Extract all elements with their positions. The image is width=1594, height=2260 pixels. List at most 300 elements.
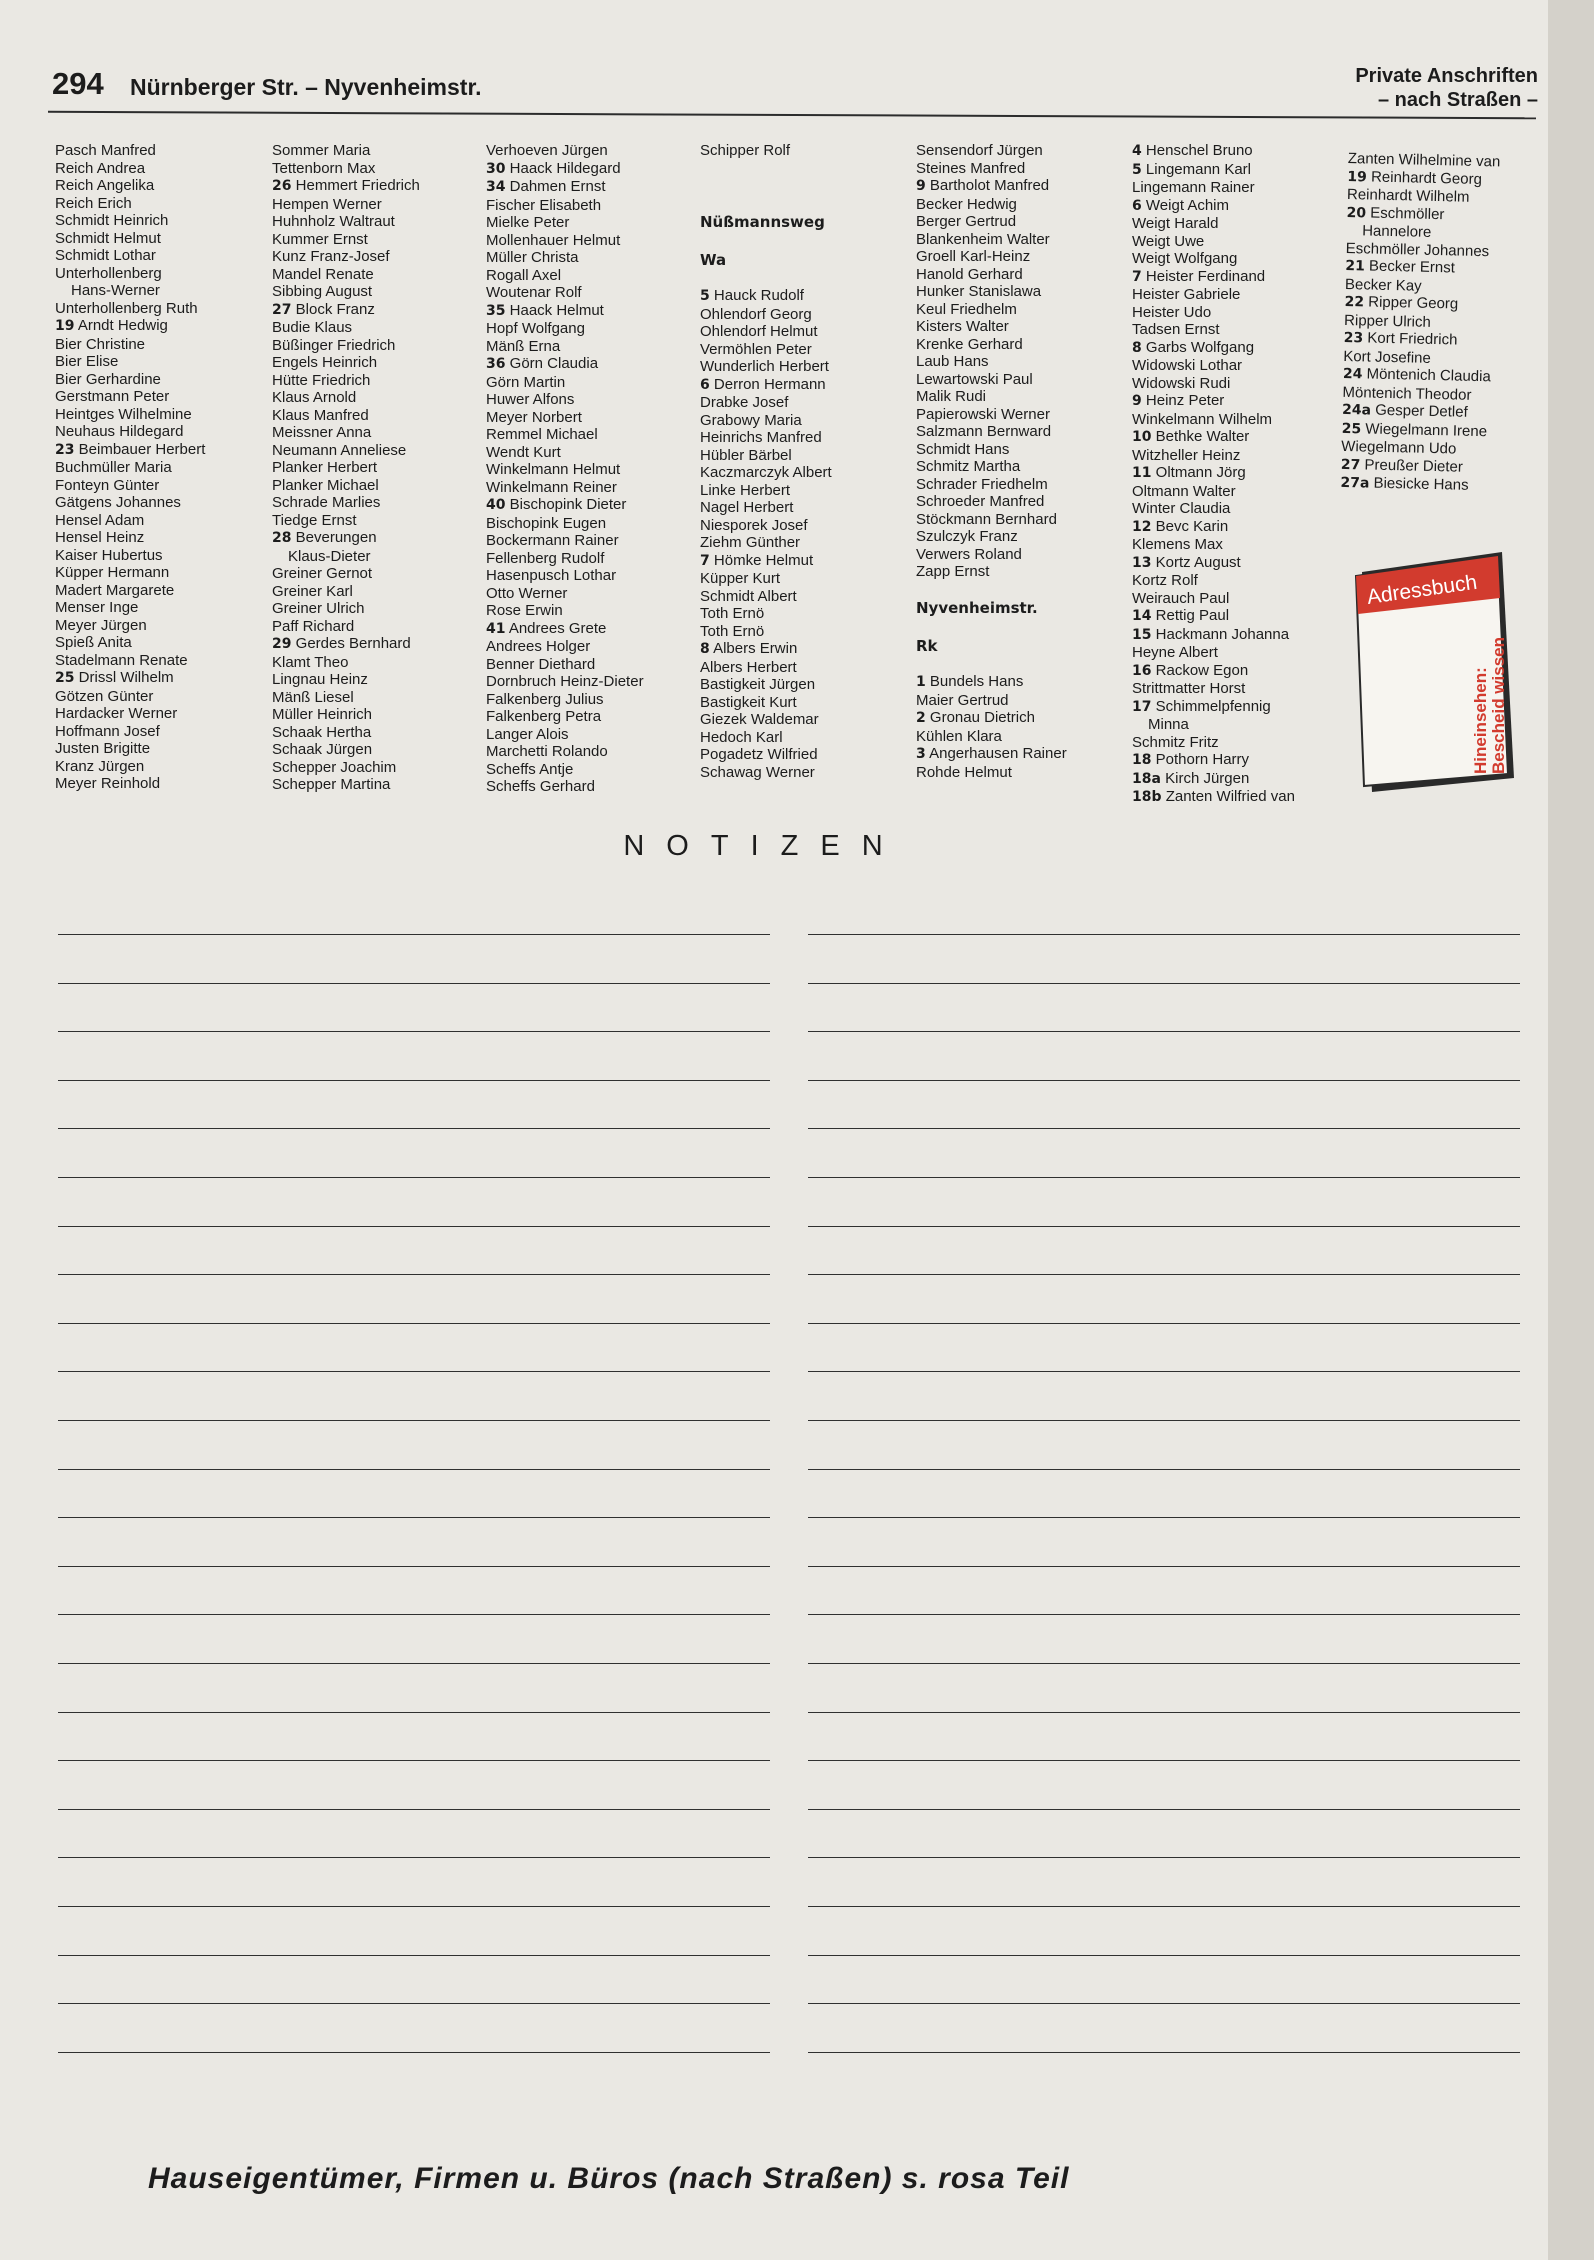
resident-entry xyxy=(486,142,698,160)
resident-entry xyxy=(486,743,698,761)
resident-name: Wunderlich Herbert xyxy=(700,358,829,375)
header-rule xyxy=(48,111,1536,119)
resident-name: Bastigkeit Kurt xyxy=(700,693,797,711)
resident-entry xyxy=(700,323,912,341)
resident-entry xyxy=(55,477,267,495)
resident-entry xyxy=(1132,590,1344,608)
resident-entry xyxy=(486,426,698,444)
resident-name: Tettenborn Max xyxy=(272,159,376,177)
resident-entry xyxy=(916,177,1128,196)
resident-name: Grabowy Maria xyxy=(700,411,802,429)
note-line xyxy=(58,2003,770,2004)
resident-entry xyxy=(700,746,912,764)
resident-entry xyxy=(272,196,484,214)
resident-name: Weirauch Paul xyxy=(1132,589,1230,607)
resident-entry xyxy=(1132,716,1344,734)
resident-entry xyxy=(700,729,912,747)
resident-name: Hensel Adam xyxy=(55,511,145,529)
resident-entry xyxy=(916,709,1128,728)
street-heading: Nüßmannsweg xyxy=(700,213,825,231)
resident-entry xyxy=(700,394,912,412)
resident-name: Heister Ferdinand xyxy=(1145,267,1266,285)
resident-name: Rackow Egon xyxy=(1155,661,1249,679)
resident-name: Drissl Wilhelm xyxy=(78,669,174,686)
spacer xyxy=(916,656,1128,674)
resident-entry xyxy=(55,723,267,741)
resident-name: Klaus Arnold xyxy=(272,389,357,406)
resident-name: Schrader Friedhelm xyxy=(916,475,1048,493)
resident-entry xyxy=(916,213,1128,231)
spacer xyxy=(700,270,912,288)
resident-name: Unterhollenberg xyxy=(55,264,162,282)
resident-name: Klamt Theo xyxy=(272,653,349,671)
resident-entry xyxy=(272,372,484,390)
resident-name: Fellenberg Rudolf xyxy=(486,549,605,567)
resident-entry xyxy=(700,464,912,482)
resident-entry xyxy=(1132,392,1344,411)
resident-name: Pogadetz Wilfried xyxy=(700,746,818,763)
resident-entry xyxy=(916,283,1128,301)
spacer xyxy=(916,618,1128,636)
street-heading: Rk xyxy=(916,636,938,655)
resident-entry xyxy=(916,388,1128,406)
footer-note: Hauseigentümer, Firmen u. Büros (nach Straßen) s. rosa Teil xyxy=(148,2162,1070,2195)
resident-name: Tiedge Ernst xyxy=(272,511,357,529)
resident-name: Greiner Gernot xyxy=(272,565,373,582)
resident-name: Spieß Anita xyxy=(55,634,132,651)
resident-name: Szulczyk Franz xyxy=(916,528,1018,545)
resident-entry xyxy=(55,423,267,441)
resident-name: Schepper Martina xyxy=(272,776,391,793)
resident-entry xyxy=(1132,215,1344,233)
resident-entry xyxy=(1132,375,1344,393)
resident-entry xyxy=(486,567,698,585)
resident-entry xyxy=(1132,500,1344,518)
house-number: 12 xyxy=(1132,518,1152,535)
resident-entry xyxy=(700,429,912,447)
house-number: 27a xyxy=(1340,474,1370,492)
resident-entry xyxy=(700,676,912,694)
resident-entry xyxy=(1132,428,1344,447)
resident-name: Becker Kay xyxy=(1344,275,1422,295)
resident-entry xyxy=(486,160,698,179)
resident-entry xyxy=(1340,474,1552,497)
resident-entry xyxy=(55,406,267,424)
resident-entry xyxy=(272,248,484,266)
resident-name: Reinhardt Wilhelm xyxy=(1346,185,1470,206)
resident-name: Klaus-Dieter xyxy=(288,547,371,565)
resident-name: Schmidt Helmut xyxy=(55,229,161,247)
section-title-line2: – nach Straßen – xyxy=(1377,89,1538,111)
resident-entry xyxy=(1132,626,1344,645)
resident-entry xyxy=(486,691,698,709)
note-line xyxy=(58,1226,770,1227)
resident-name: Reich Erich xyxy=(55,194,132,212)
resident-name: Hütte Friedrich xyxy=(272,371,371,389)
resident-entry xyxy=(916,160,1128,178)
resident-entry xyxy=(55,599,267,617)
resident-entry xyxy=(55,529,267,547)
note-line xyxy=(58,1906,770,1907)
resident-name: Haack Helmut xyxy=(509,301,604,319)
resident-name: Justen Brigitte xyxy=(55,740,151,757)
resident-name: Lewartowski Paul xyxy=(916,370,1033,388)
resident-name: Meyer Norbert xyxy=(486,408,582,426)
resident-name: Paff Richard xyxy=(272,617,355,635)
resident-entry xyxy=(916,728,1128,746)
resident-name: Müller Christa xyxy=(486,249,579,266)
resident-name: Falkenberg Petra xyxy=(486,708,602,725)
resident-entry xyxy=(916,563,1128,581)
resident-entry xyxy=(55,265,267,283)
resident-entry xyxy=(272,477,484,495)
resident-name: Weigt Uwe xyxy=(1132,232,1205,250)
house-number: 25 xyxy=(55,670,75,686)
house-number: 34 xyxy=(486,179,506,195)
resident-entry xyxy=(272,337,484,355)
resident-entry xyxy=(272,689,484,707)
note-line xyxy=(58,1614,770,1615)
resident-name: Winkelmann Reiner xyxy=(486,478,617,496)
resident-name: Kort Friedrich xyxy=(1367,329,1458,349)
resident-name: Wiegelmann Udo xyxy=(1341,437,1457,458)
house-number: 23 xyxy=(1343,329,1364,347)
resident-entry xyxy=(700,694,912,712)
resident-entry xyxy=(272,213,484,231)
note-line xyxy=(808,1031,1520,1032)
resident-entry xyxy=(486,338,698,356)
resident-entry xyxy=(700,552,912,571)
note-line xyxy=(808,1906,1520,1907)
resident-entry xyxy=(486,444,698,462)
resident-name: Bischopink Dieter xyxy=(509,496,627,513)
resident-entry xyxy=(55,740,267,758)
resident-name: Heister Gabriele xyxy=(1132,286,1241,303)
resident-name: Ziehm Günther xyxy=(700,534,801,551)
resident-name: Zapp Ernst xyxy=(916,563,990,580)
resident-entry xyxy=(272,459,484,477)
resident-entry xyxy=(700,764,912,782)
adressbuch-slogan-1: Hineinsehen: xyxy=(1471,667,1490,774)
house-number: 10 xyxy=(1132,429,1152,445)
house-number: 24 xyxy=(1342,365,1363,383)
house-number: 19 xyxy=(1347,168,1368,185)
resident-entry xyxy=(55,494,267,512)
resident-name: Engels Heinrich xyxy=(272,354,378,371)
resident-name: Toth Ernö xyxy=(700,622,765,640)
resident-entry xyxy=(1132,286,1344,304)
note-line xyxy=(58,1080,770,1081)
resident-entry xyxy=(700,623,912,641)
resident-entry xyxy=(1132,680,1344,698)
resident-name: Bier Christine xyxy=(55,335,146,353)
resident-name: Bier Gerhardine xyxy=(55,370,161,388)
note-line xyxy=(808,1955,1520,1956)
adressbuch-title: Adressbuch xyxy=(1365,570,1479,609)
resident-name: Angerhausen Rainer xyxy=(929,745,1067,762)
resident-name: Planker Michael xyxy=(272,476,379,494)
spacer xyxy=(700,177,912,195)
resident-name: Mollenhauer Helmut xyxy=(486,231,621,249)
resident-name: Kaiser Hubertus xyxy=(55,546,163,564)
note-line xyxy=(808,1712,1520,1713)
house-number: 2 xyxy=(916,710,926,726)
resident-name: Gronau Dietrich xyxy=(929,709,1035,726)
resident-name: Madert Margarete xyxy=(55,581,175,599)
resident-name: Heinz Peter xyxy=(1145,392,1225,409)
resident-entry xyxy=(272,283,484,301)
resident-entry xyxy=(486,267,698,285)
resident-entry xyxy=(916,406,1128,424)
resident-entry xyxy=(1132,644,1344,662)
resident-name: Nagel Herbert xyxy=(700,499,794,516)
street-heading: Wa xyxy=(700,250,727,269)
resident-name: Weigt Harald xyxy=(1132,215,1219,232)
resident-name: Sommer Maria xyxy=(272,142,371,159)
resident-name: Albers Erwin xyxy=(713,640,798,657)
resident-entry xyxy=(700,412,912,430)
resident-name: Hannelore xyxy=(1361,222,1432,241)
resident-name: Schmidt Hans xyxy=(916,440,1010,458)
resident-name: Schipper Rolf xyxy=(700,142,791,159)
resident-entry xyxy=(272,583,484,601)
resident-entry xyxy=(486,585,698,603)
resident-name: Scheffs Antje xyxy=(486,760,574,778)
resident-entry xyxy=(700,588,912,606)
resident-entry xyxy=(486,656,698,674)
resident-entry xyxy=(1132,321,1344,339)
resident-entry xyxy=(486,232,698,250)
resident-name: Kunz Franz-Josef xyxy=(272,248,390,265)
resident-entry xyxy=(55,547,267,565)
resident-name: Block Franz xyxy=(295,300,375,318)
resident-entry xyxy=(916,266,1128,284)
resident-entry xyxy=(700,499,912,517)
resident-name: Schaak Hertha xyxy=(272,723,372,741)
resident-name: Becker Hedwig xyxy=(916,195,1017,213)
resident-entry xyxy=(55,705,267,723)
resident-name: Wiegelmann Irene xyxy=(1365,419,1488,440)
resident-name: Görn Claudia xyxy=(509,355,599,372)
house-number: 4 xyxy=(1132,143,1142,159)
resident-entry xyxy=(55,160,267,178)
resident-entry xyxy=(700,517,912,535)
resident-name: Hopf Wolfgang xyxy=(486,320,585,337)
resident-name: Bundels Hans xyxy=(929,673,1024,690)
resident-name: Greiner Karl xyxy=(272,582,353,600)
note-line xyxy=(58,1712,770,1713)
resident-name: Fischer Elisabeth xyxy=(486,196,602,214)
resident-entry xyxy=(272,442,484,460)
resident-name: Winter Claudia xyxy=(1132,500,1231,517)
house-number: 9 xyxy=(916,178,926,194)
resident-name: Heinrichs Manfred xyxy=(700,429,822,446)
resident-entry xyxy=(700,358,912,376)
resident-name: Reich Angelika xyxy=(55,177,155,194)
house-number: 28 xyxy=(272,530,292,546)
resident-entry xyxy=(272,671,484,689)
spacer xyxy=(700,195,912,213)
note-line xyxy=(808,1857,1520,1858)
resident-name: Götzen Günter xyxy=(55,687,154,705)
resident-name: Hunker Stanislawa xyxy=(916,283,1042,300)
resident-name: Unterhollenberg Ruth xyxy=(55,299,198,317)
resident-name: Müller Heinrich xyxy=(272,706,373,723)
resident-entry xyxy=(486,249,698,267)
resident-name: Berger Gertrud xyxy=(916,213,1017,230)
resident-entry xyxy=(486,761,698,779)
resident-name: Dahmen Ernst xyxy=(509,178,606,195)
resident-entry xyxy=(916,692,1128,710)
resident-name: Budie Klaus xyxy=(272,319,353,336)
house-number: 25 xyxy=(1341,420,1362,437)
resident-name: Schawag Werner xyxy=(700,763,815,781)
resident-name: Widowski Lothar xyxy=(1132,357,1243,374)
resident-entry xyxy=(486,284,698,302)
house-number: 30 xyxy=(486,160,506,177)
resident-name: Hoffmann Josef xyxy=(55,722,160,740)
resident-name: Stöckmann Bernhard xyxy=(916,510,1057,528)
resident-entry xyxy=(1132,179,1344,197)
resident-name: Hempen Werner xyxy=(272,195,382,213)
house-number: 19 xyxy=(55,318,75,334)
resident-entry xyxy=(916,528,1128,546)
resident-name: Reinhardt Georg xyxy=(1370,168,1483,188)
resident-name: Tadsen Ernst xyxy=(1132,321,1220,338)
resident-name: Winkelmann Helmut xyxy=(486,461,621,478)
street-range: Nürnberger Str. – Nyvenheimstr. xyxy=(130,74,482,100)
house-number: 5 xyxy=(1132,161,1142,178)
note-line xyxy=(58,983,770,984)
house-number: 16 xyxy=(1132,662,1152,679)
resident-name: Niesporek Josef xyxy=(700,516,808,534)
resident-entry xyxy=(700,640,912,659)
resident-entry xyxy=(486,708,698,726)
resident-name: Papierowski Werner xyxy=(916,405,1050,423)
spacer xyxy=(700,232,912,250)
house-number: 1 xyxy=(916,674,926,690)
resident-name: Stadelmann Renate xyxy=(55,651,188,669)
resident-name: Arndt Hedwig xyxy=(77,317,168,334)
resident-name: Küpper Kurt xyxy=(700,570,781,587)
resident-name: Eschmöller xyxy=(1370,204,1445,223)
resident-entry xyxy=(55,617,267,635)
house-number: 26 xyxy=(272,178,292,194)
note-line xyxy=(808,1371,1520,1372)
resident-entry xyxy=(486,178,698,197)
house-number: 41 xyxy=(486,620,506,637)
resident-entry xyxy=(916,142,1128,160)
resident-name: Möntenich Theodor xyxy=(1342,383,1472,404)
resident-name: Lingnau Heinz xyxy=(272,671,368,688)
house-number: 6 xyxy=(700,376,710,393)
resident-name: Bischopink Eugen xyxy=(486,514,607,532)
resident-name: Heyne Albert xyxy=(1132,644,1218,661)
note-line xyxy=(808,1469,1520,1470)
resident-entry xyxy=(1132,304,1344,322)
resident-entry xyxy=(700,711,912,729)
house-number: 7 xyxy=(700,552,710,569)
resident-entry xyxy=(272,548,484,566)
note-line xyxy=(808,2003,1520,2004)
resident-entry xyxy=(55,142,267,160)
resident-entry xyxy=(486,197,698,215)
note-line xyxy=(808,983,1520,984)
resident-entry xyxy=(55,512,267,530)
resident-entry xyxy=(55,634,267,652)
resident-entry xyxy=(272,177,484,196)
resident-entry xyxy=(700,287,912,306)
resident-entry xyxy=(55,441,267,460)
resident-entry xyxy=(700,447,912,465)
resident-entry xyxy=(272,494,484,512)
resident-name: Andrees Holger xyxy=(486,638,591,655)
resident-name: Mänß Erna xyxy=(486,337,561,355)
resident-name: Menser Inge xyxy=(55,599,139,616)
house-number: 21 xyxy=(1345,257,1366,275)
note-line xyxy=(58,2052,770,2053)
resident-name: Malik Rudi xyxy=(916,388,987,405)
resident-entry xyxy=(272,776,484,794)
spacer xyxy=(700,160,912,178)
resident-entry xyxy=(55,775,267,793)
resident-name: Klemens Max xyxy=(1132,536,1223,553)
note-line xyxy=(58,1809,770,1810)
resident-name: Reich Andrea xyxy=(55,159,146,177)
section-title xyxy=(1355,64,1538,112)
resident-name: Blankenheim Walter xyxy=(916,230,1050,248)
resident-name: Strittmatter Horst xyxy=(1132,680,1246,697)
resident-name: Rettig Paul xyxy=(1155,607,1230,624)
resident-name: Mielke Peter xyxy=(486,214,570,231)
resident-name: Küpper Hermann xyxy=(55,564,170,581)
resident-name: Bethke Walter xyxy=(1155,428,1250,445)
resident-name: Zanten Wilhelmine van xyxy=(1347,150,1501,171)
resident-entry xyxy=(1132,142,1344,161)
resident-name: Weigt Wolfgang xyxy=(1132,250,1238,267)
resident-entry xyxy=(486,778,698,796)
resident-entry xyxy=(55,758,267,776)
resident-entry xyxy=(1132,233,1344,251)
note-line xyxy=(808,1614,1520,1615)
resident-name: Görn Martin xyxy=(486,373,566,391)
resident-entry xyxy=(486,409,698,427)
house-number: 8 xyxy=(700,641,710,657)
resident-entry xyxy=(55,247,267,265)
resident-name: Pothorn Harry xyxy=(1155,751,1250,768)
resident-name: Kühlen Klara xyxy=(916,727,1002,745)
note-line xyxy=(58,1274,770,1275)
resident-entry xyxy=(486,602,698,620)
resident-name: Marchetti Rolando xyxy=(486,743,608,760)
resident-name: Hensel Heinz xyxy=(55,529,145,546)
resident-name: Bartholot Manfred xyxy=(929,177,1050,194)
adressbuch-book-graphic xyxy=(1352,552,1514,792)
resident-entry xyxy=(55,230,267,248)
resident-name: Haack Hildegard xyxy=(509,159,621,177)
note-line xyxy=(808,1420,1520,1421)
resident-entry xyxy=(916,231,1128,249)
resident-name: Oltmann Jörg xyxy=(1155,464,1246,481)
resident-name: Mänß Liesel xyxy=(272,688,354,706)
resident-entry xyxy=(1132,698,1344,717)
resident-name: Hemmert Friedrich xyxy=(295,177,420,194)
house-number: 27 xyxy=(272,301,292,318)
resident-name: Schmidt Heinrich xyxy=(55,212,169,229)
resident-name: Hedoch Karl xyxy=(700,728,783,746)
notes-lines-right xyxy=(808,934,1520,2094)
resident-entry xyxy=(272,301,484,320)
